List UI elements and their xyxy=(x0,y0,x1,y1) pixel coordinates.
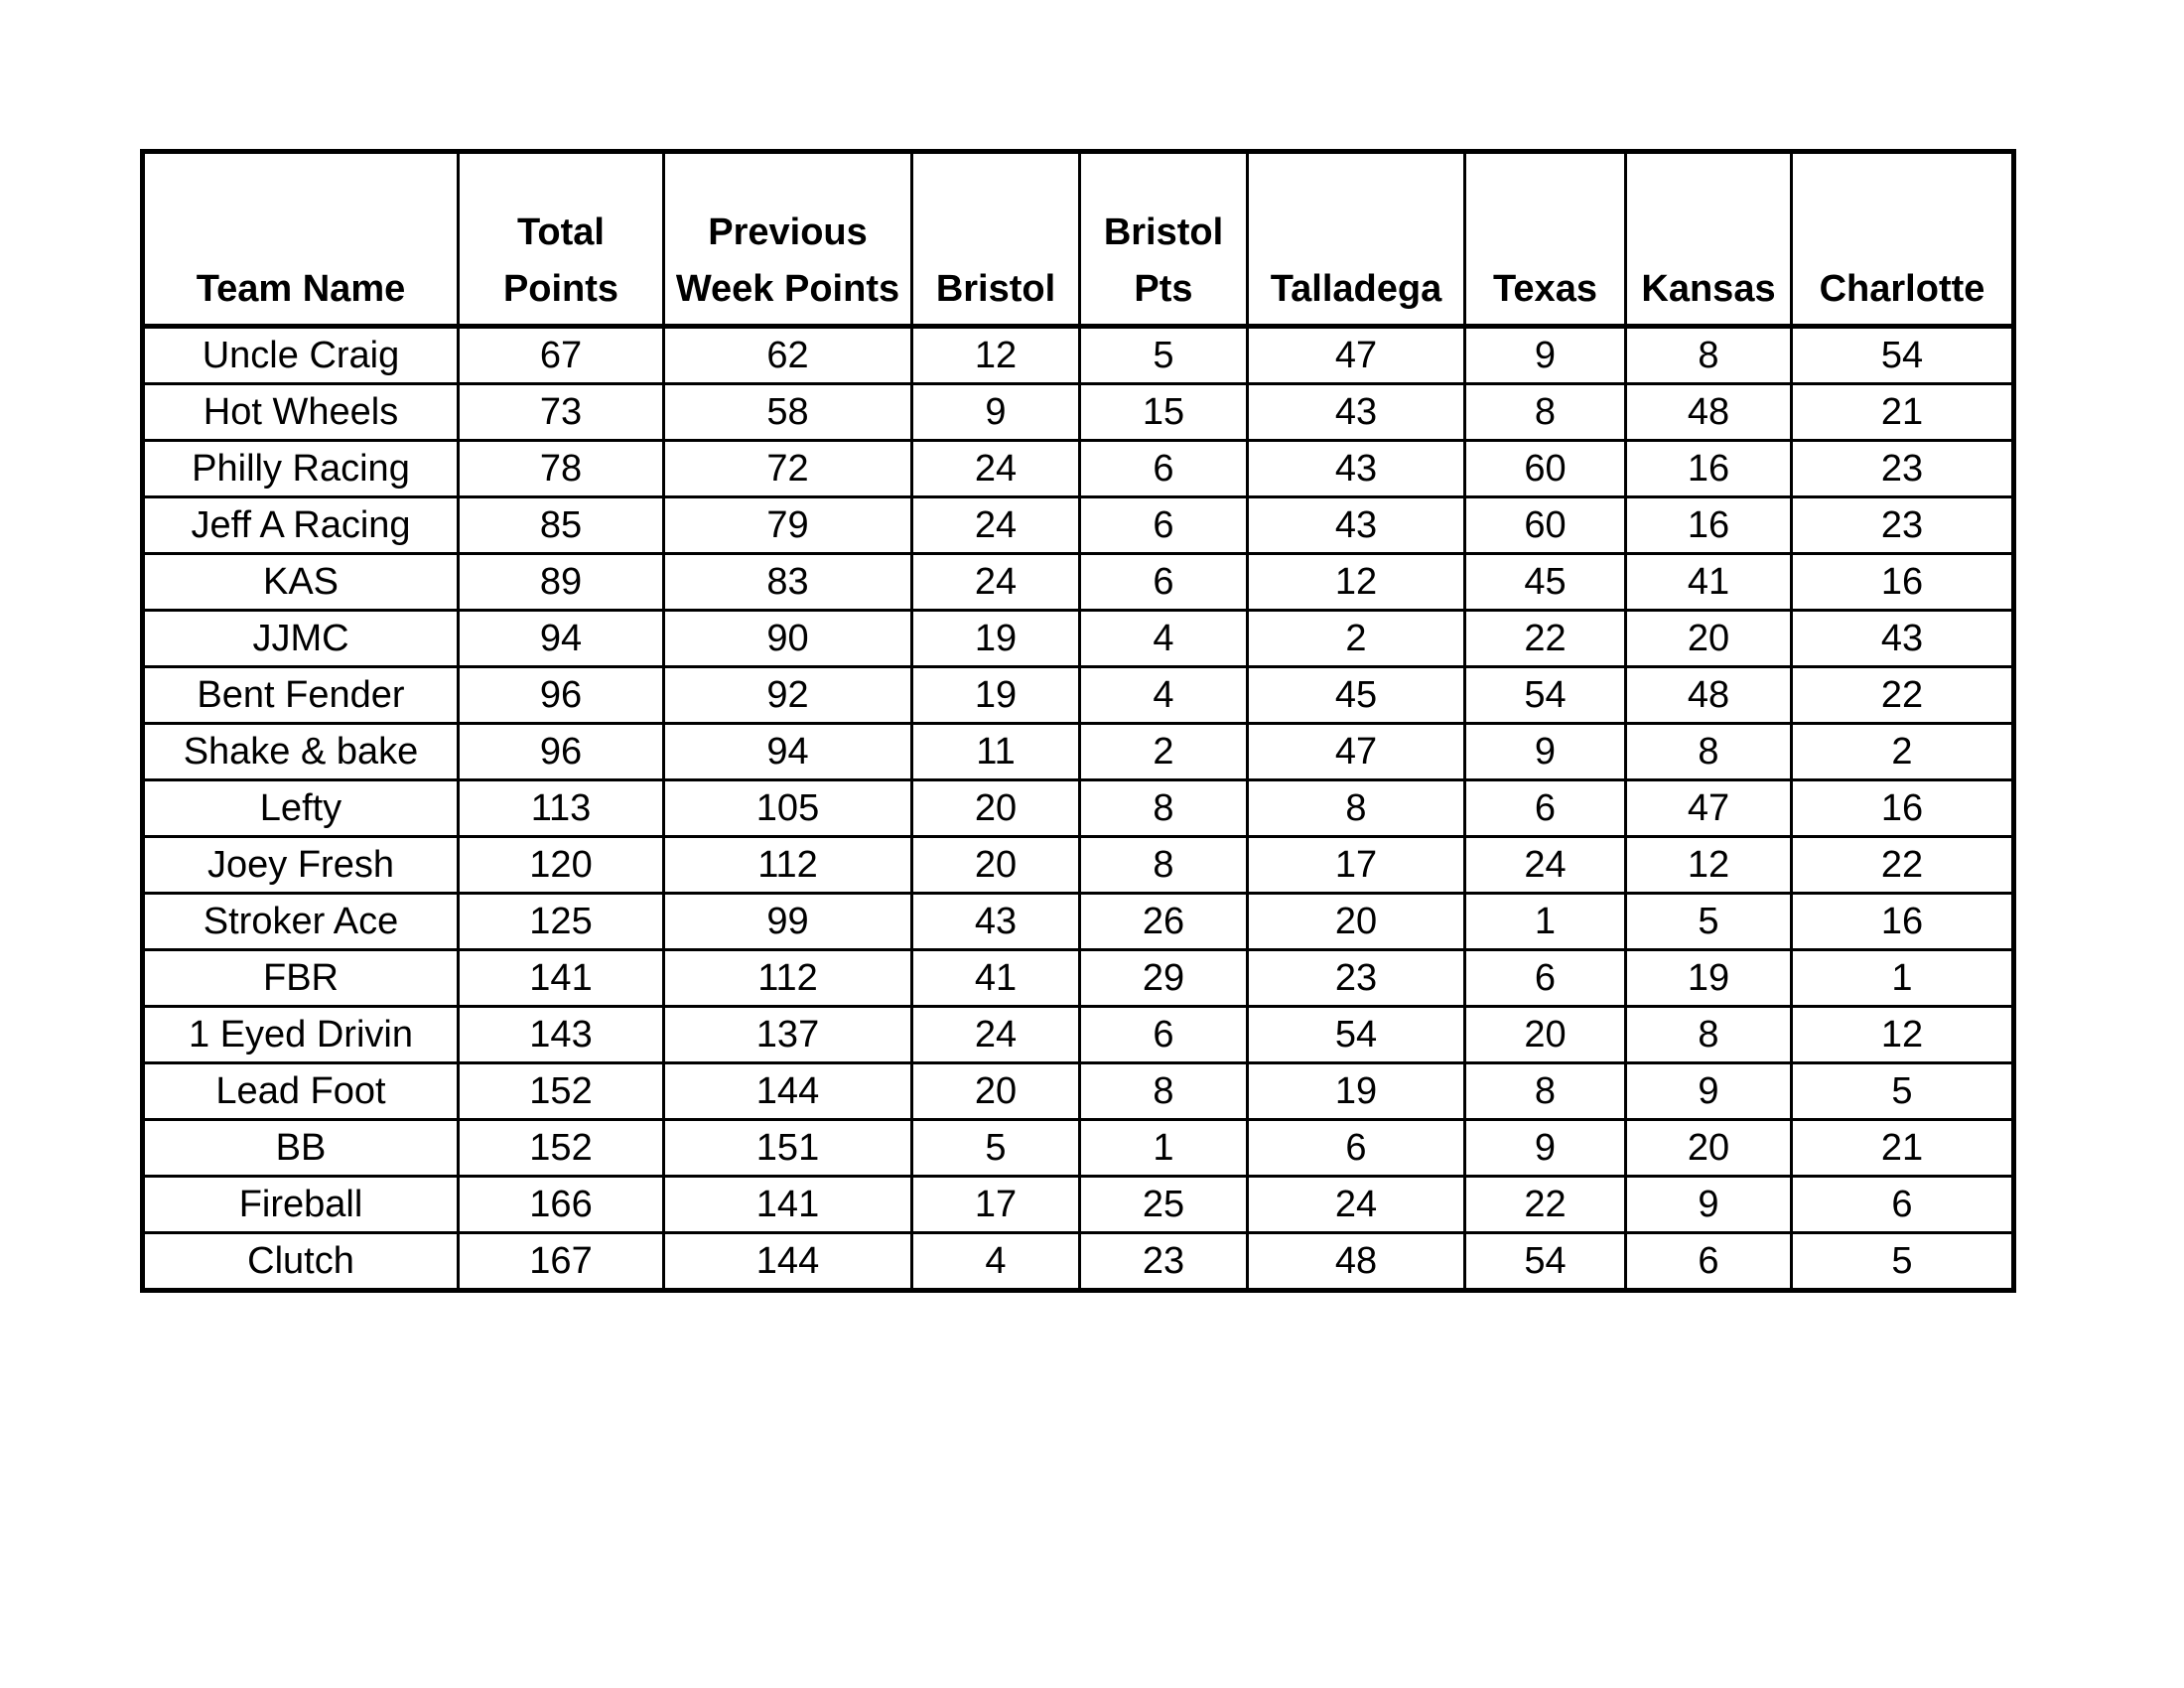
charlotte-cell: 16 xyxy=(1792,554,2014,611)
total-points-cell: 120 xyxy=(459,837,664,894)
texas-cell: 45 xyxy=(1465,554,1626,611)
table-row xyxy=(143,837,2014,894)
table-body xyxy=(143,327,2014,1291)
bristol-cell: 20 xyxy=(912,837,1080,894)
team-name-cell: KAS xyxy=(143,554,459,611)
charlotte-cell: 16 xyxy=(1792,780,2014,837)
table-row xyxy=(143,1007,2014,1063)
texas-cell: 9 xyxy=(1465,1120,1626,1177)
table-row xyxy=(143,497,2014,554)
bristol-pts-cell: 8 xyxy=(1080,780,1248,837)
header-total-points xyxy=(459,152,664,327)
texas-cell: 9 xyxy=(1465,724,1626,780)
talladega-cell: 54 xyxy=(1248,1007,1465,1063)
bristol-cell: 24 xyxy=(912,441,1080,497)
kansas-cell: 16 xyxy=(1626,497,1792,554)
table-row xyxy=(143,780,2014,837)
total-points-cell: 73 xyxy=(459,384,664,441)
previous-week-points-cell: 141 xyxy=(664,1177,912,1233)
texas-cell: 22 xyxy=(1465,611,1626,667)
table-row xyxy=(143,554,2014,611)
bristol-pts-cell: 6 xyxy=(1080,497,1248,554)
team-name-cell: Joey Fresh xyxy=(143,837,459,894)
previous-week-points-cell: 83 xyxy=(664,554,912,611)
kansas-cell: 8 xyxy=(1626,1007,1792,1063)
bristol-cell: 17 xyxy=(912,1177,1080,1233)
header-line-1 xyxy=(145,205,457,261)
table-row xyxy=(143,894,2014,950)
header-line-1: Previous xyxy=(708,211,868,253)
table-row xyxy=(143,667,2014,724)
previous-week-points-cell: 92 xyxy=(664,667,912,724)
total-points-cell: 78 xyxy=(459,441,664,497)
header-line-1: Bristol xyxy=(1103,211,1224,253)
charlotte-cell: 21 xyxy=(1792,1120,2014,1177)
kansas-cell: 47 xyxy=(1626,780,1792,837)
table-row xyxy=(143,1120,2014,1177)
table-header xyxy=(143,152,2014,327)
bristol-cell: 24 xyxy=(912,497,1080,554)
bristol-pts-cell: 23 xyxy=(1080,1233,1248,1291)
kansas-cell: 5 xyxy=(1626,894,1792,950)
previous-week-points-cell: 137 xyxy=(664,1007,912,1063)
bristol-cell: 19 xyxy=(912,667,1080,724)
talladega-cell: 47 xyxy=(1248,327,1465,384)
kansas-cell: 8 xyxy=(1626,724,1792,780)
bristol-cell: 5 xyxy=(912,1120,1080,1177)
header-line-1: Total xyxy=(517,211,605,253)
header-line-2: Texas xyxy=(1493,268,1597,310)
talladega-cell: 48 xyxy=(1248,1233,1465,1291)
header-line-2: Points xyxy=(502,268,619,310)
bristol-cell: 11 xyxy=(912,724,1080,780)
talladega-cell: 12 xyxy=(1248,554,1465,611)
header-line-1 xyxy=(1793,205,2011,261)
header-row xyxy=(143,152,2014,327)
total-points-cell: 89 xyxy=(459,554,664,611)
charlotte-cell: 5 xyxy=(1792,1063,2014,1120)
charlotte-cell: 22 xyxy=(1792,837,2014,894)
total-points-cell: 141 xyxy=(459,950,664,1007)
header-talladega xyxy=(1248,152,1465,327)
total-points-cell: 152 xyxy=(459,1120,664,1177)
team-name-cell: 1 Eyed Drivin xyxy=(143,1007,459,1063)
texas-cell: 8 xyxy=(1465,384,1626,441)
bristol-pts-cell: 29 xyxy=(1080,950,1248,1007)
bristol-pts-cell: 4 xyxy=(1080,667,1248,724)
standings-table xyxy=(140,149,2016,1293)
kansas-cell: 9 xyxy=(1626,1063,1792,1120)
header-line-1 xyxy=(1466,205,1624,261)
bristol-pts-cell: 4 xyxy=(1080,611,1248,667)
kansas-cell: 6 xyxy=(1626,1233,1792,1291)
team-name-cell: Jeff A Racing xyxy=(143,497,459,554)
bristol-cell: 43 xyxy=(912,894,1080,950)
kansas-cell: 8 xyxy=(1626,327,1792,384)
previous-week-points-cell: 62 xyxy=(664,327,912,384)
table-row xyxy=(143,1233,2014,1291)
bristol-pts-cell: 6 xyxy=(1080,441,1248,497)
bristol-cell: 9 xyxy=(912,384,1080,441)
header-line-1 xyxy=(1627,205,1790,261)
bristol-cell: 24 xyxy=(912,554,1080,611)
team-name-cell: Uncle Craig xyxy=(143,327,459,384)
total-points-cell: 125 xyxy=(459,894,664,950)
header-line-1 xyxy=(913,205,1078,261)
total-points-cell: 94 xyxy=(459,611,664,667)
kansas-cell: 9 xyxy=(1626,1177,1792,1233)
talladega-cell: 19 xyxy=(1248,1063,1465,1120)
bristol-pts-cell: 6 xyxy=(1080,554,1248,611)
total-points-cell: 67 xyxy=(459,327,664,384)
header-line-2: Bristol xyxy=(935,268,1056,310)
header-previous-week-points xyxy=(664,152,912,327)
bristol-pts-cell: 2 xyxy=(1080,724,1248,780)
team-name-cell: Philly Racing xyxy=(143,441,459,497)
charlotte-cell: 43 xyxy=(1792,611,2014,667)
talladega-cell: 8 xyxy=(1248,780,1465,837)
total-points-cell: 152 xyxy=(459,1063,664,1120)
talladega-cell: 43 xyxy=(1248,441,1465,497)
talladega-cell: 6 xyxy=(1248,1120,1465,1177)
team-name-cell: BB xyxy=(143,1120,459,1177)
texas-cell: 6 xyxy=(1465,950,1626,1007)
total-points-cell: 96 xyxy=(459,724,664,780)
bristol-pts-cell: 26 xyxy=(1080,894,1248,950)
header-kansas xyxy=(1626,152,1792,327)
team-name-cell: Lefty xyxy=(143,780,459,837)
header-line-2: Team Name xyxy=(196,268,406,310)
kansas-cell: 48 xyxy=(1626,384,1792,441)
texas-cell: 6 xyxy=(1465,780,1626,837)
team-name-cell: JJMC xyxy=(143,611,459,667)
charlotte-cell: 1 xyxy=(1792,950,2014,1007)
texas-cell: 54 xyxy=(1465,667,1626,724)
talladega-cell: 24 xyxy=(1248,1177,1465,1233)
texas-cell: 20 xyxy=(1465,1007,1626,1063)
bristol-pts-cell: 1 xyxy=(1080,1120,1248,1177)
kansas-cell: 20 xyxy=(1626,1120,1792,1177)
header-bristol xyxy=(912,152,1080,327)
bristol-cell: 4 xyxy=(912,1233,1080,1291)
talladega-cell: 23 xyxy=(1248,950,1465,1007)
bristol-cell: 24 xyxy=(912,1007,1080,1063)
previous-week-points-cell: 94 xyxy=(664,724,912,780)
header-bristol-pts xyxy=(1080,152,1248,327)
kansas-cell: 41 xyxy=(1626,554,1792,611)
bristol-cell: 20 xyxy=(912,1063,1080,1120)
team-name-cell: Fireball xyxy=(143,1177,459,1233)
header-line-2: Week Points xyxy=(675,268,900,310)
kansas-cell: 48 xyxy=(1626,667,1792,724)
charlotte-cell: 54 xyxy=(1792,327,2014,384)
header-line-2: Charlotte xyxy=(1819,268,1985,310)
team-name-cell: Lead Foot xyxy=(143,1063,459,1120)
bristol-pts-cell: 5 xyxy=(1080,327,1248,384)
bristol-pts-cell: 8 xyxy=(1080,1063,1248,1120)
kansas-cell: 20 xyxy=(1626,611,1792,667)
previous-week-points-cell: 72 xyxy=(664,441,912,497)
bristol-cell: 19 xyxy=(912,611,1080,667)
kansas-cell: 16 xyxy=(1626,441,1792,497)
charlotte-cell: 6 xyxy=(1792,1177,2014,1233)
header-texas xyxy=(1465,152,1626,327)
total-points-cell: 113 xyxy=(459,780,664,837)
texas-cell: 54 xyxy=(1465,1233,1626,1291)
charlotte-cell: 22 xyxy=(1792,667,2014,724)
charlotte-cell: 21 xyxy=(1792,384,2014,441)
team-name-cell: Bent Fender xyxy=(143,667,459,724)
texas-cell: 9 xyxy=(1465,327,1626,384)
charlotte-cell: 23 xyxy=(1792,497,2014,554)
bristol-cell: 12 xyxy=(912,327,1080,384)
header-team-name xyxy=(143,152,459,327)
previous-week-points-cell: 99 xyxy=(664,894,912,950)
talladega-cell: 43 xyxy=(1248,497,1465,554)
total-points-cell: 166 xyxy=(459,1177,664,1233)
table-row xyxy=(143,327,2014,384)
standings-sheet xyxy=(140,149,2016,1293)
kansas-cell: 19 xyxy=(1626,950,1792,1007)
team-name-cell: Clutch xyxy=(143,1233,459,1291)
total-points-cell: 167 xyxy=(459,1233,664,1291)
table-row xyxy=(143,441,2014,497)
previous-week-points-cell: 90 xyxy=(664,611,912,667)
bristol-pts-cell: 6 xyxy=(1080,1007,1248,1063)
header-line-2: Pts xyxy=(1134,268,1193,310)
previous-week-points-cell: 151 xyxy=(664,1120,912,1177)
previous-week-points-cell: 58 xyxy=(664,384,912,441)
team-name-cell: Shake & bake xyxy=(143,724,459,780)
table-row xyxy=(143,950,2014,1007)
header-line-2: Talladega xyxy=(1270,268,1442,310)
previous-week-points-cell: 79 xyxy=(664,497,912,554)
kansas-cell: 12 xyxy=(1626,837,1792,894)
talladega-cell: 2 xyxy=(1248,611,1465,667)
texas-cell: 60 xyxy=(1465,441,1626,497)
texas-cell: 8 xyxy=(1465,1063,1626,1120)
header-line-1 xyxy=(1249,205,1463,261)
bristol-cell: 20 xyxy=(912,780,1080,837)
talladega-cell: 43 xyxy=(1248,384,1465,441)
header-charlotte xyxy=(1792,152,2014,327)
team-name-cell: Stroker Ace xyxy=(143,894,459,950)
team-name-cell: Hot Wheels xyxy=(143,384,459,441)
charlotte-cell: 2 xyxy=(1792,724,2014,780)
previous-week-points-cell: 112 xyxy=(664,837,912,894)
team-name-cell: FBR xyxy=(143,950,459,1007)
talladega-cell: 20 xyxy=(1248,894,1465,950)
texas-cell: 60 xyxy=(1465,497,1626,554)
bristol-cell: 41 xyxy=(912,950,1080,1007)
total-points-cell: 96 xyxy=(459,667,664,724)
talladega-cell: 17 xyxy=(1248,837,1465,894)
texas-cell: 1 xyxy=(1465,894,1626,950)
talladega-cell: 45 xyxy=(1248,667,1465,724)
previous-week-points-cell: 112 xyxy=(664,950,912,1007)
table-row xyxy=(143,1177,2014,1233)
table-row xyxy=(143,611,2014,667)
table-row xyxy=(143,384,2014,441)
table-row xyxy=(143,1063,2014,1120)
previous-week-points-cell: 105 xyxy=(664,780,912,837)
bristol-pts-cell: 25 xyxy=(1080,1177,1248,1233)
total-points-cell: 143 xyxy=(459,1007,664,1063)
charlotte-cell: 5 xyxy=(1792,1233,2014,1291)
header-line-2: Kansas xyxy=(1641,268,1776,310)
previous-week-points-cell: 144 xyxy=(664,1063,912,1120)
talladega-cell: 47 xyxy=(1248,724,1465,780)
texas-cell: 22 xyxy=(1465,1177,1626,1233)
charlotte-cell: 23 xyxy=(1792,441,2014,497)
bristol-pts-cell: 15 xyxy=(1080,384,1248,441)
charlotte-cell: 16 xyxy=(1792,894,2014,950)
charlotte-cell: 12 xyxy=(1792,1007,2014,1063)
total-points-cell: 85 xyxy=(459,497,664,554)
table-row xyxy=(143,724,2014,780)
previous-week-points-cell: 144 xyxy=(664,1233,912,1291)
bristol-pts-cell: 8 xyxy=(1080,837,1248,894)
texas-cell: 24 xyxy=(1465,837,1626,894)
